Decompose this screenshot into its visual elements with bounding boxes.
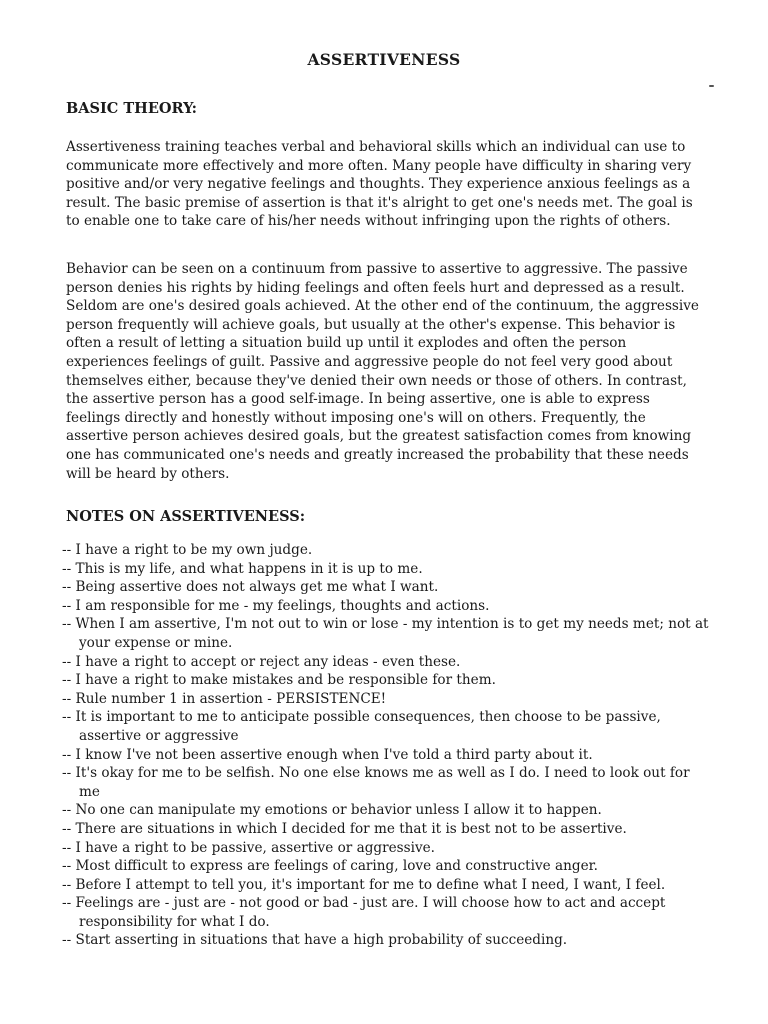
list-item: -- When I am assertive, I'm not out to win or lose - my intention is to get my needs met; not at your expense or mine. [62, 615, 712, 652]
list-item: -- No one can manipulate my emotions or behavior unless I allow it to happen. [62, 801, 712, 820]
notes-list [62, 541, 712, 950]
list-item: -- I know I've not been assertive enough when I've told a third party about it. [62, 746, 712, 765]
list-item: -- This is my life, and what happens in it is up to me. [62, 560, 712, 579]
list-item: -- It's okay for me to be selfish. No one else knows me as well as I do. I need to look out for me [62, 764, 712, 801]
list-item: -- It is important to me to anticipate possible consequences, then choose to be passive, assertive or aggressive [62, 708, 712, 745]
list-item: -- Being assertive does not always get me what I want. [62, 578, 712, 597]
list-item: -- There are situations in which I decided for me that it is best not to be assertive. [62, 820, 712, 839]
list-item: -- Rule number 1 in assertion - PERSISTENCE! [62, 690, 712, 709]
basic-theory-paragraph-2: Behavior can be seen on a continuum from passive to assertive to aggressive. The passive person denies his rights by hiding feelings and often feels hurt and depressed as a result. Seldom are one's desired goals achieved. At the other end of the continuum, the aggressive person frequently will achieve goals, but usually at the other's expense. This behavior is often a result of letting a situation build up until it explodes and often the person experiences feelings of guilt. Passive and aggressive people do not feel very good about themselves either, because they've denied their own needs or those of others. In contrast, the assertive person has a good self-image. In being assertive, one is able to express feelings directly and honestly without imposing one's will on others. Frequently, the assertive person achieves desired goals, but the greatest satisfaction comes from knowing one has communicated one's needs and greatly increased the probability that these needs will be heard by others. [66, 261, 699, 482]
list-item: -- I have a right to accept or reject any ideas - even these. [62, 653, 712, 672]
list-item: -- I have a right to make mistakes and be responsible for them. [62, 671, 712, 690]
basic-theory-heading: BASIC THEORY: [66, 100, 198, 117]
list-item: -- Most difficult to express are feelings of caring, love and constructive anger. [62, 857, 712, 876]
list-item: -- I am responsible for me - my feelings, thoughts and actions. [62, 597, 712, 616]
list-item: -- I have a right to be my own judge. [62, 541, 712, 560]
basic-theory-paragraph-1: Assertiveness training teaches verbal and behavioral skills which an individual can use to communicate more effectively and more often. Many people have difficulty in sharing very positive and/or very negative feelings and thoughts. They experience anxious feelings as a result. The basic premise of assertion is that it's alright to get one's needs met. The goal is to enable one to take care of his/her needs without infringing upon the rights of others. [66, 139, 693, 230]
list-item: -- Feelings are - just are - not good or bad - just are. I will choose how to act and accept responsibility for what I do. [62, 894, 712, 931]
list-item: -- Before I attempt to tell you, it's important for me to define what I need, I want, I feel. [62, 876, 712, 895]
scan-speck-mark [709, 85, 714, 87]
list-item: -- Start asserting in situations that have a high probability of succeeding. [62, 931, 712, 950]
list-item: -- I have a right to be passive, assertive or aggressive. [62, 839, 712, 858]
document-title: ASSERTIVENESS [307, 50, 461, 69]
notes-heading: NOTES ON ASSERTIVENESS: [66, 508, 306, 525]
